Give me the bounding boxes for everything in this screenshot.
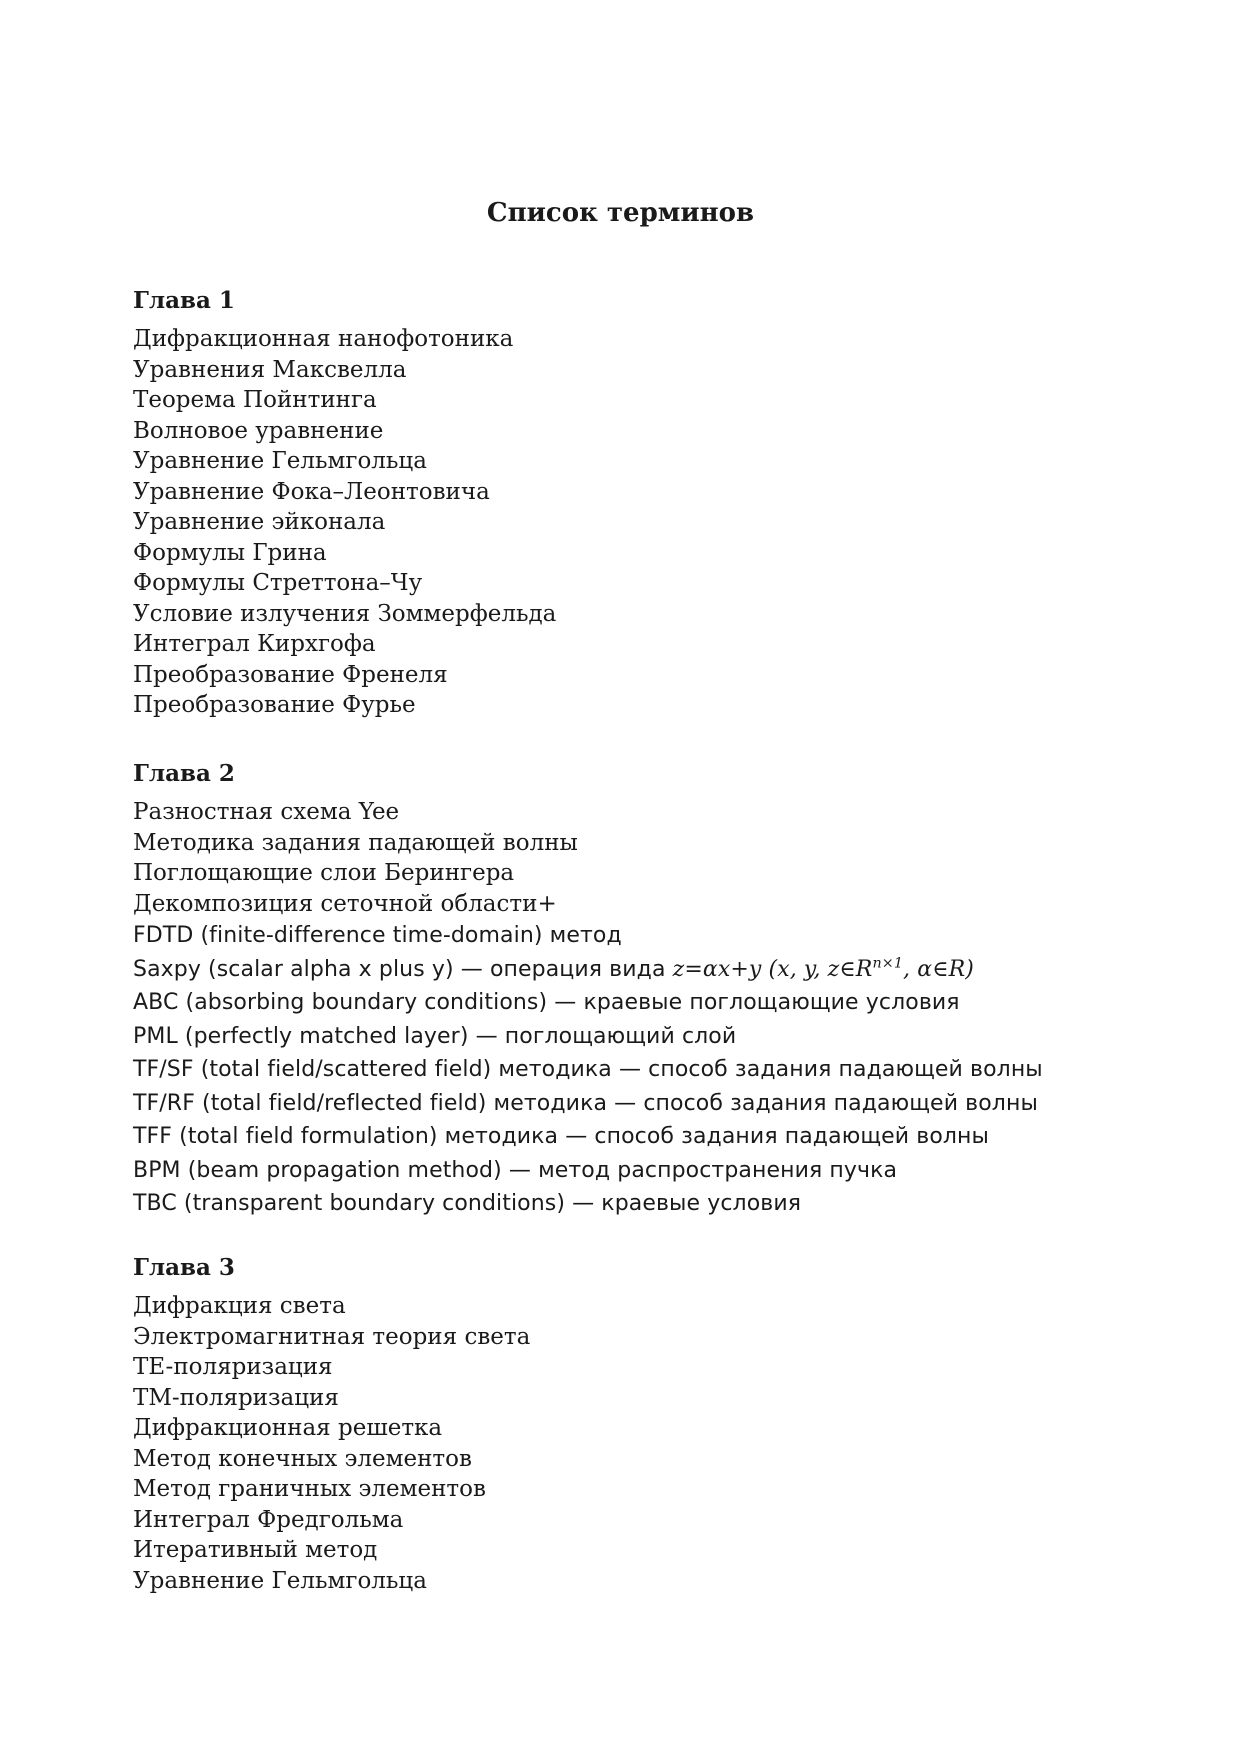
term-item: Дифракция света [133, 1293, 346, 1319]
chapter-3-section [133, 1253, 1133, 1596]
term-item: TBC (transparent boundary conditions) — краевые условия [133, 1191, 802, 1216]
term-item: Уравнение Фока–Леонтовича [133, 478, 490, 505]
term-item: FDTD (finite-difference time-domain) метод [133, 923, 622, 948]
term-item: TM-поляризация [133, 1384, 339, 1411]
term-item: Декомпозиция сеточной области+ [133, 890, 557, 917]
term-item: Условие излучения Зоммерфельда [133, 600, 557, 627]
term-item: TF/SF (total field/scattered field) методика — способ задания падающей волны [133, 1057, 1043, 1082]
term-text: Saxpy (scalar alpha x plus y) — операция вида [133, 956, 666, 982]
term-item: Уравнение эйконала [133, 509, 386, 535]
term-item: Поглощающие слои Берингера [133, 860, 515, 886]
chapter-heading: Глава 2 [133, 760, 235, 787]
term-item: Дифракционная решетка [133, 1415, 443, 1441]
saxpy-formula: z=αx+y (x, y, $z\in R^{n\times 1}$, α∈R) [672, 955, 974, 982]
term-item: Волновое уравнение [133, 417, 384, 444]
term-item: Методика задания падающей волны [133, 829, 578, 856]
term-item: TE-поляризация [133, 1354, 333, 1380]
chapter-heading: Глава 1 [133, 287, 235, 314]
term-item: TFF (total field formulation) методика — способ задания падающей волны [133, 1124, 990, 1149]
term-item: Интеграл Фредгольма [133, 1506, 404, 1533]
term-list [133, 797, 1133, 1221]
term-item: Метод граничных элементов [133, 1476, 486, 1502]
term-item: Метод конечных элементов [133, 1445, 472, 1472]
term-item: TF/RF (total field/reflected field) методика — способ задания падающей волны [133, 1090, 1038, 1116]
chapter-1-section [133, 286, 1133, 721]
chapter-2-section [133, 759, 1133, 1221]
term-list [133, 324, 1133, 721]
term-item: Разностная схема Yee [133, 799, 400, 825]
term-item: Уравнение Гельмгольца [133, 1567, 427, 1594]
term-item: Формулы Грина [133, 539, 327, 566]
term-item: Теорема Пойнтинга [133, 387, 377, 413]
term-item: Формулы Стреттона–Чу [133, 570, 423, 596]
term-item: ABC (absorbing boundary conditions) — краевые поглощающие условия [133, 990, 960, 1015]
term-item: Дифракционная нанофотоника [133, 326, 514, 352]
term-item: Преобразование Фурье [133, 692, 416, 718]
term-item-saxpy [133, 953, 1133, 987]
term-item: Интеграл Кирхгофа [133, 631, 376, 657]
term-item: Электромагнитная теория света [133, 1323, 531, 1350]
term-item: Преобразование Френеля [133, 661, 448, 688]
chapter-heading: Глава 3 [133, 1254, 235, 1281]
term-list [133, 1291, 1133, 1596]
term-item: Итеративный метод [133, 1537, 378, 1563]
page-title: Список терминов [486, 198, 755, 228]
term-item: PML (perfectly matched layer) — поглощающий слой [133, 1023, 737, 1049]
term-item: BPM (beam propagation method) — метод распространения пучка [133, 1157, 898, 1183]
term-item: Уравнение Гельмгольца [133, 448, 427, 474]
term-item: Уравнения Максвелла [133, 356, 407, 383]
